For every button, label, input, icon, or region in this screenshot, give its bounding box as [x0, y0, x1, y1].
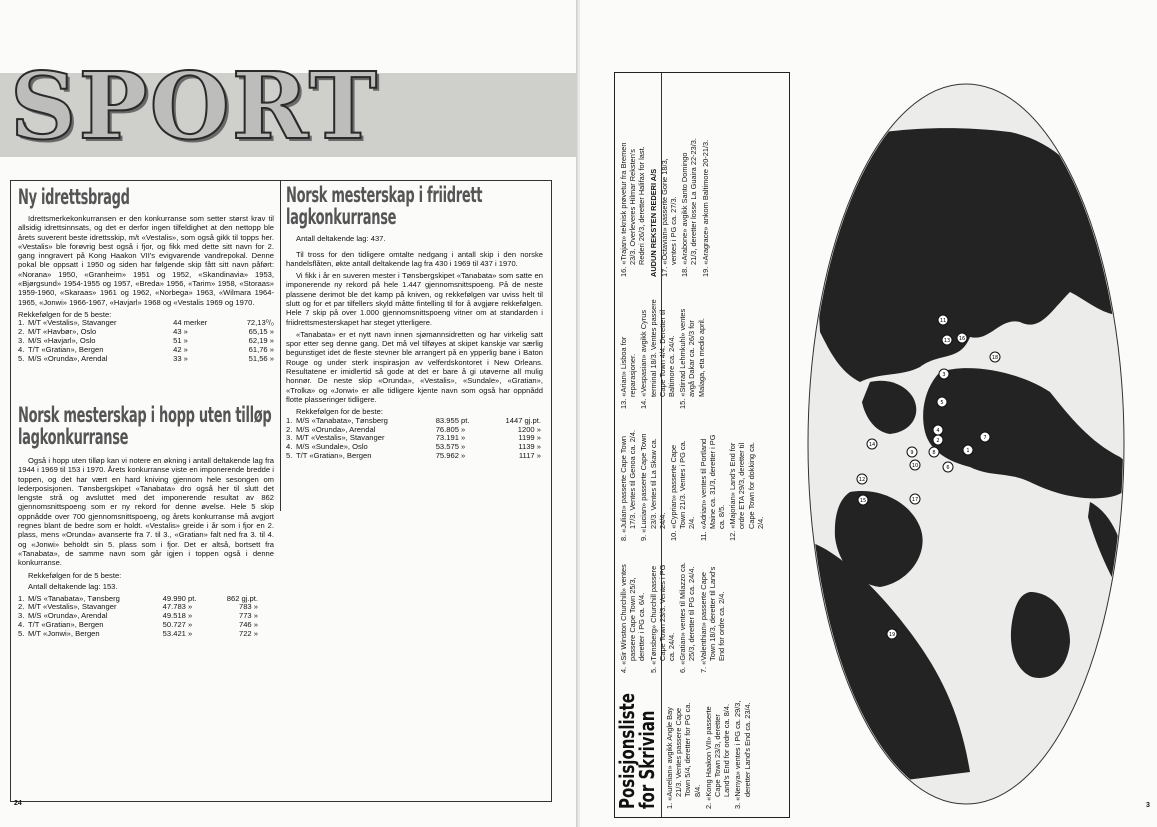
results-title: Rekkefølgen for de 5 beste:	[18, 309, 112, 319]
marker-label: 13	[943, 338, 951, 344]
table-row: 2. M/T «Vestalis», Stavanger 47.783 » 783 »	[18, 602, 258, 612]
list-item: 18. «Arabone» avgikk Santo Domingo 21/3, deretter losse La Guaira 22-23/3.	[680, 138, 699, 277]
list-item: 13. «Arian» Lisboa for reparasjoner.	[619, 336, 638, 409]
results-title: Rekkefølgen for de 5 beste:	[28, 570, 122, 580]
list-title-line2: for Skrivian	[635, 710, 659, 809]
list-item: 1. «Aurelian» avgikk Angle Bay 21/3. Ventes passere Cape Town 5/4, deretter for PG ca. 8/4.	[665, 702, 702, 809]
table-row: 3. M/S «Havjarl», Oslo 51 » 62,19 »	[18, 336, 274, 346]
list-column-2	[619, 561, 728, 673]
world-map	[790, 72, 1152, 816]
marker-label: 2	[936, 438, 940, 444]
list-item: 3. «Nenya» ventes i PG ca. 29/3, deretter Land's End ca. 23/4.	[733, 700, 752, 809]
list-column-1	[665, 697, 754, 809]
list-item: 5. «Tønsberg» Churchill passere Cape Town 23/3. Ventes i PG ca. 24/4.	[648, 564, 677, 673]
page-number: 24	[14, 800, 22, 807]
results-table	[18, 595, 258, 639]
list-column-3	[619, 429, 767, 541]
table-row: 5. M/T «Jonwi», Bergen 53.421 » 722 »	[18, 628, 258, 638]
results-title: Rekkefølgen for de beste:	[296, 407, 383, 417]
table-row: 1. M/S «Tanabata», Tønsberg 83.955 pt. 1447 gj.pt.	[286, 415, 541, 425]
marker-label: 8	[932, 450, 936, 456]
table-row: 4. M/S «Sundale», Oslo 53.575 » 1139 »	[286, 442, 541, 452]
table-row: 1. M/T «Vestalis», Stavanger 44 merker 72,13⁰/₀	[18, 318, 274, 328]
table-row: 4. T/T «Gratian», Bergen 50.727 » 746 »	[18, 619, 258, 629]
marker-label: 3	[942, 372, 946, 378]
column-divider	[280, 181, 281, 511]
list-title-line1: Posisjonsliste	[615, 693, 639, 809]
list-item: 8. «Julian» passerte Cape Town 17/3. Ventes til Genoa ca. 2/4.	[619, 429, 638, 541]
article-heading: Ny idrettsbragd	[18, 185, 130, 209]
list-item: 6. «Gratian» ventes til Milazzo ca. 25/3, deretter til PG ca. 24/4.	[678, 562, 697, 673]
article-heading-line2: lagkonkurranse	[18, 425, 129, 449]
left-page	[0, 0, 578, 827]
marker-label: 11	[939, 318, 947, 324]
marker-label: 1	[966, 448, 970, 454]
list-item: 19. «Aragrace» ankom Baltimore 20-21/3.	[700, 139, 710, 277]
list-item: 12. «Majorian» Land's End for ordre ETA 29/3, deretter til Cape Town for dokking ca. 2/4.	[728, 442, 765, 541]
marker-label: 5	[940, 400, 944, 406]
article-friidrett	[286, 184, 543, 461]
results-table	[18, 319, 274, 363]
table-row: 3. M/S «Orunda», Arendal 49.518 » 773 »	[18, 611, 258, 621]
list-item: 17. «Octavian» passerte Gorie 18/3, ventes i PG ca. 27/3.	[659, 158, 679, 277]
list-column-5	[619, 137, 712, 277]
list-heading: AUDUN REKSTEN REDERI A/S	[648, 168, 658, 277]
marker-label: 15	[859, 498, 867, 504]
marker-label: 14	[868, 442, 876, 448]
article-heading: Norsk mesterskap i friidrett	[286, 183, 483, 207]
article-paragraph: Også i hopp uten tilløp kan vi notere en økning i antall deltakende lag fra 1944 i 1969 til 153 i 1970. Årets konkurranse viste en imponerende bredde i toppen, og det har vært en hard kniving gjennom hele sesongen om lederposisjonen. Tønsbergskipet «Tanabata» dro også her til slutt det lengste strå og avsluttet med det imponerende resultat av 862 gjennomsnittspoeng som er ny rekord for denne øvelse. Hele 5 skip oppnådde over 700 gjennomsnittspoeng, og årets konkurranse må avgjort regnes blant de bedre som er holdt. «Vestalis» greide i år som i fjor en 2. plass, mens «Orunda» avanserte fra 7. til 3., «Gratian» falt ned fra 3. til 4. og «Jonwi» beholdt sin 5. plass som i fjor. Det er altså, bortsett fra «Tanabata», de samme navn som går igjen i toppen også i denne konkurranse.	[18, 456, 274, 568]
list-item: 14. «Vespasian» avgikk Cyrus terminal 18/3. Ventes passere Cape Town 4/4. Deretter til Baltimore ca. 24/4.	[639, 299, 677, 409]
table-row: 4. T/T «Gratian», Bergen 42 » 61,76 »	[18, 344, 274, 354]
position-list-box	[614, 72, 790, 818]
teams-count: Antall deltakende lag: 437.	[296, 234, 386, 243]
marker-label: 18	[991, 355, 999, 361]
list-item: 4. «Sir Winston Churchill» ventes passere Cape Town 25/3, deretter i PG ca. 6/4.	[619, 564, 647, 673]
list-item: 9. «Lucian» passerte Cape Town 23/3. Ventes til La Skaw ca. 24/4.	[639, 433, 667, 541]
marker-label: 17	[911, 497, 919, 503]
list-item: 7. «Valenthian» passerte Cape Town 18/3, deretter til Land's End for ordre ca. 2/4.	[698, 566, 727, 673]
table-row: 5. T/T «Gratian», Bergen 75.962 » 1117 »	[286, 450, 541, 460]
results-table	[286, 417, 541, 461]
article-paragraph: Idrettsmerkekonkurransen er den konkurranse som setter størst krav til allsidig idrettsinnsats, og det er derfor ingen tilfeldighet at den nettopp ble årets suverent beste idrettsskip, m/t «Vestalis», som også gikk til topps her. «Vestalis» ble forøvrig best også i fjor, og fikk med dette sitt navn for 2. gang inngravert på Kong Haakon VII's evigvarende vandrepokal. Denne pokal ble oppsatt i 1950 og siden har følgende skip fått sitt navn påført: «Norana» 1950, «Granheim» 1951 og 1952, «Skandinavia» 1953, «Bjørgsund» 1954-1955 og 1957, «Breda» 1956, «Tarim» 1958, «Storaas» 1959-1960, «Skaraas» 1961 og 1962, «Norbega» 1963, «Wilmara 1964-1965, «Jonwi» 1966-1967, «Havjarl» 1968 og «Vestalis 1969 og 1970.	[18, 214, 274, 307]
table-row: 2. M/T «Havbør», Oslo 43 » 65,15 »	[18, 327, 274, 337]
table-row: 5. M/S «Orunda», Arendal 33 » 51,56 »	[18, 353, 274, 363]
article-heading-line2: lagkonkurranse	[286, 205, 397, 229]
marker-label: 4	[936, 428, 940, 434]
marker-label: 9	[910, 450, 914, 456]
list-item: 15. «Stirrad Lehmkuhl» ventes avgå Dakar ca. 26/3 for Malaga, eta medio april.	[678, 308, 706, 409]
table-row: 1. M/S «Tanabata», Tønsberg 49.990 pt. 862 gj.pt.	[18, 593, 258, 603]
teams-count: Antall deltakende lag: 153.	[28, 582, 118, 592]
article-paragraph: Vi fikk i år en suveren mester i Tønsbergskipet «Tanabata» som satte en imponerende ny rekord på hele 1.447 gjennomsnittspoeng. På de neste plassene derimot ble det kamp på kniven, og rekkefølgen var uviss helt til slutt og for et par tilfellers skyld måtte fintelling til for å avgjøre rekkefølgen. Hele 7 skip på over 1.000 gjennomsnittspoeng vitner om at standarden i friidrettsmesterskapet har steget ytterligere.	[286, 271, 543, 327]
table-row: 2. M/S «Orunda», Arendal 76.805 » 1200 »	[286, 424, 541, 434]
page-number: 3	[1146, 802, 1150, 809]
list-item: 2. «Kong Haakon VII» passerte Cape Town 23/3, deretter Land's End for ordre ca. 8/4.	[703, 703, 732, 809]
table-row: 3. M/T «Vestalis», Stavanger 73.191 » 1199 »	[286, 433, 541, 443]
marker-label: 6	[946, 465, 950, 471]
marker-label: 10	[911, 463, 919, 469]
position-list-rotated	[615, 73, 789, 817]
list-item: 11. «Adrian» ventes til Portland Maine ca. 31/3, deretter i PG ca. 8/5.	[698, 434, 727, 541]
list-column-4	[619, 297, 708, 409]
article-idrettsbragd	[18, 186, 274, 363]
article-paragraph: «Tanabata» er et nytt navn innen sjømannsidretten og har virkelig satt spor etter seg denne gang. Det må vel tilføyes at skipet kanskje var særlig begunstiget idet de fleste stevner ble arrangert på en ypperlig bane i Baton Rouge og under sterk inspirasjon av velferdskontoret i New Orleans. Resultatene er imidlertid så gode at det er bare å gi utøverne all mulig honnør. De neste skip «Orunda», «Vestalis», «Sundale», «Gratian», «Trolka» og «Jonwi» er alle tidligere kjente navn som også har oppnådd flotte plasseringer tidligere.	[286, 329, 543, 404]
list-item: 10. «Cyprian» passerte Cape Town 21/3. Ventes i PG ca. 2/4.	[669, 440, 697, 541]
marker-label: 7	[983, 435, 987, 441]
list-item: 16. «Trajan» teknisk prøvetur fra Bremen 23/3. Overleveres Hilmar Reksten's Rederi 26/3, deretter Halifax for last.	[619, 142, 647, 277]
marker-label: 16	[958, 336, 966, 342]
marker-label: 19	[888, 632, 896, 638]
page-title: SPORT	[10, 52, 380, 160]
article-heading: Norsk mesterskap i hopp uten tilløp	[18, 403, 272, 427]
article-hopp-uten-tillop	[18, 404, 274, 639]
marker-label: 12	[858, 477, 866, 483]
list-columns	[615, 73, 789, 813]
article-paragraph: Til tross for den tidligere omtalte nedgang i antall skip i den norske handelsflåten, økte antall deltakende lag fra 430 i 1969 til 437 i 1970.	[286, 249, 543, 268]
